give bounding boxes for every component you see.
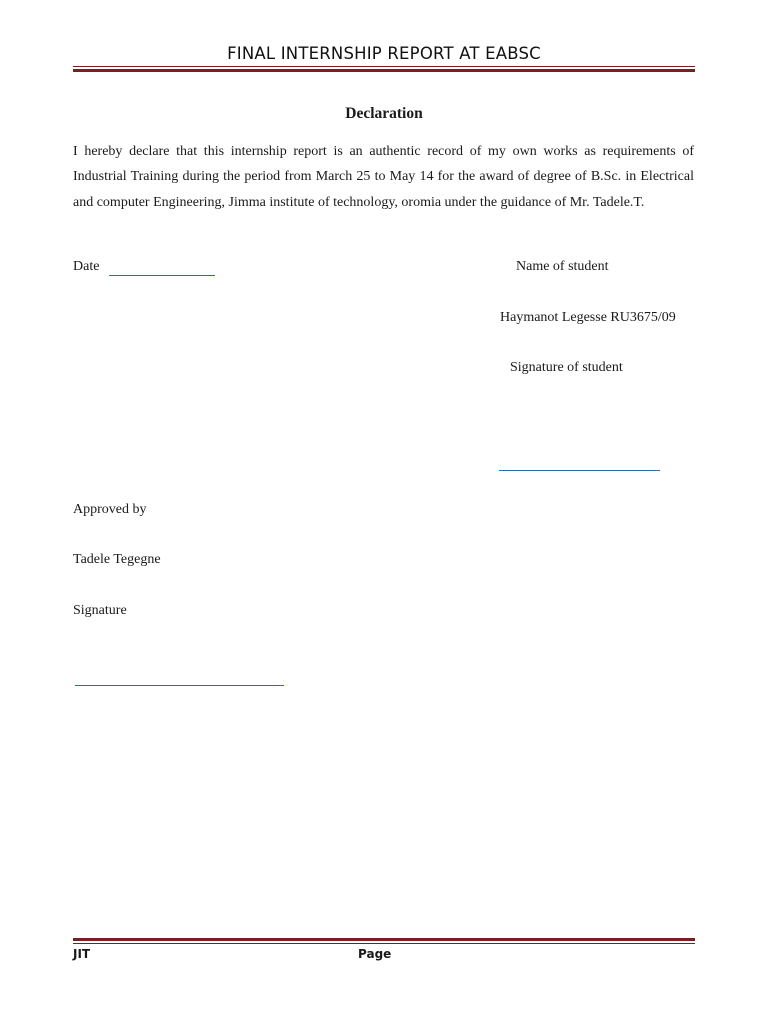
student-signature-line bbox=[499, 470, 660, 471]
approver-signature-label: Signature bbox=[73, 603, 127, 618]
header-rule-bottom bbox=[73, 69, 695, 72]
student-signature-label: Signature of student bbox=[510, 360, 623, 375]
declaration-paragraph: I hereby declare that this internship report is an authentic record of my own works as requirements of Industrial Training during the period from March 25 to May 14 for the award of degree of B.Sc. in Electrical and computer Engineering, Jimma institute of technology, oromia under the guidance of Mr. Tadele.T. bbox=[73, 144, 694, 210]
declaration-heading: Declaration bbox=[345, 105, 423, 122]
date-label: Date bbox=[73, 259, 100, 274]
approved-by-label: Approved by bbox=[73, 502, 147, 517]
approver-name: Tadele Tegegne bbox=[73, 552, 161, 567]
report-header-title: FINAL INTERNSHIP REPORT AT EABSC bbox=[227, 44, 541, 63]
footer-institution: JIT bbox=[73, 947, 91, 961]
footer-rule-top bbox=[73, 938, 695, 941]
footer-rule-bottom bbox=[73, 943, 695, 944]
date-signature-line bbox=[109, 275, 215, 276]
approver-signature-line bbox=[75, 685, 284, 686]
student-name-value: Haymanot Legesse RU3675/09 bbox=[500, 310, 676, 325]
header-rule-top bbox=[73, 66, 695, 67]
student-name-label: Name of student bbox=[516, 259, 609, 274]
footer-page-label: Page bbox=[358, 947, 392, 961]
